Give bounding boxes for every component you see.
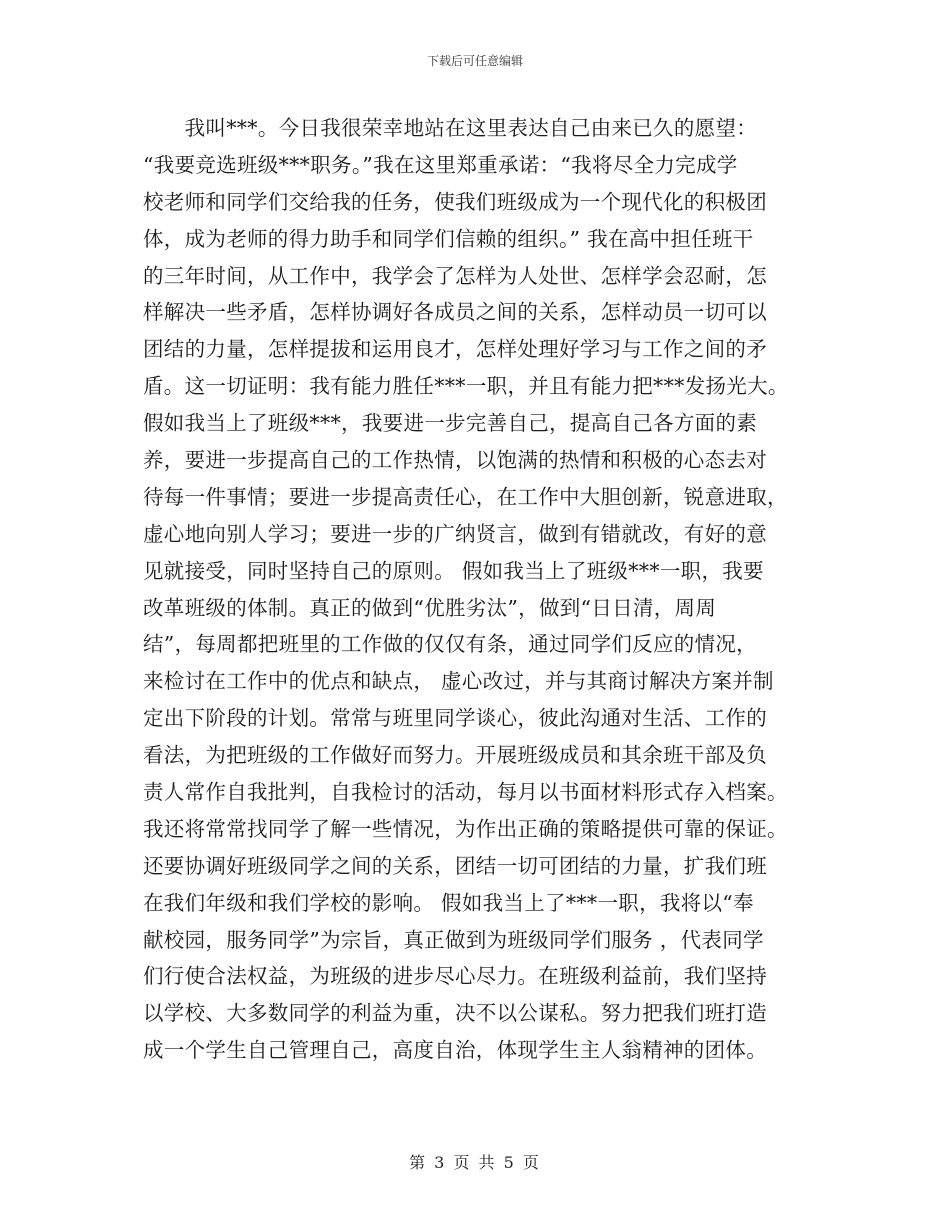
text-line: 假如我当上了班级***，我要进一步完善自己，提高自己各方面的素	[143, 411, 758, 436]
text-line: 改革班级的体制。真正的做到“优胜劣汰”，做到“日日清，周周	[143, 595, 717, 620]
text-line: 的三年时间，从工作中，我学会了怎样为人处世、怎样学会忍耐，怎	[143, 263, 767, 288]
text-line: 以学校、大多数同学的利益为重，决不以公谋私。努力把我们班打造	[143, 1001, 767, 1026]
text-line: 我叫***。今日我很荣幸地站在这里表达自己由来已久的愿望：	[143, 116, 758, 140]
text-line: “我要竞选班级***职务。”我在这里郑重承诺：“我将尽全力完成学	[143, 152, 738, 177]
text-line: 成一个学生自己管理自己，高度自治，体现学生主人翁精神的团体。	[143, 1038, 767, 1063]
text-line: 团结的力量，怎样提拔和运用良才，怎样处理好学习与工作之间的矛	[143, 337, 767, 362]
text-line: 见就接受，同时坚持自己的原则。 假如我当上了班级***一职，我要	[143, 558, 764, 583]
text-line: 看法，为把班级的工作做好而努力。开展班级成员和其余班干部及负	[143, 743, 767, 768]
text-line: 献校园，服务同学”为宗旨，真正做到为班级同学们服务 ，代表同学	[143, 927, 764, 952]
text-line: 们行使合法权益，为班级的进步尽心尽力。在班级利益前，我们坚持	[143, 964, 767, 989]
text-line: 来检讨在工作中的优点和缺点， 虚心改过，并与其商讨解决方案并制	[143, 669, 774, 694]
text-line: 定出下阶段的计划。常常与班里同学谈心，彼此沟通对生活、工作的	[143, 706, 767, 731]
page-number: 第 3 页 共 5 页	[409, 1153, 541, 1172]
text-line: 体，成为老师的得力助手和同学们信赖的组织。” 我在高中担任班干	[143, 226, 754, 251]
text-line: 养，要进一步提高自己的工作热情，以饱满的热情和积极的心态去对	[143, 448, 767, 473]
text-line: 盾。这一切证明：我有能力胜任***一职，并且有能力把***发扬光大。	[143, 374, 789, 399]
text-line: 还要协调好班级同学之间的关系，团结一切可团结的力量，扩我们班	[143, 853, 767, 878]
text-line: 我还将常常找同学了解一些情况，为作出正确的策略提供可靠的保证。	[143, 816, 788, 841]
document-body	[143, 110, 813, 1069]
text-line: 责人常作自我批判，自我检讨的活动，每月以书面材料形式存入档案。	[143, 780, 788, 805]
page-header: 下载后可任意编辑	[426, 54, 523, 68]
text-line: 结”，每周都把班里的工作做的仅仅有条，通过同学们反应的情况，	[143, 632, 757, 657]
text-line: 样解决一些矛盾，怎样协调好各成员之间的关系，怎样动员一切可以	[143, 300, 767, 325]
text-line: 在我们年级和我们学校的影响。 假如我当上了***一职，我将以“奉	[143, 890, 754, 915]
text-line: 虚心地向别人学习；要进一步的广纳贤言，做到有错就改，有好的意	[143, 521, 767, 546]
text-line: 待每一件事情；要进一步提高责任心，在工作中大胆创新，锐意进取，	[143, 484, 788, 509]
text-line: 校老师和同学们交给我的任务，使我们班级成为一个现代化的积极团	[143, 189, 767, 214]
